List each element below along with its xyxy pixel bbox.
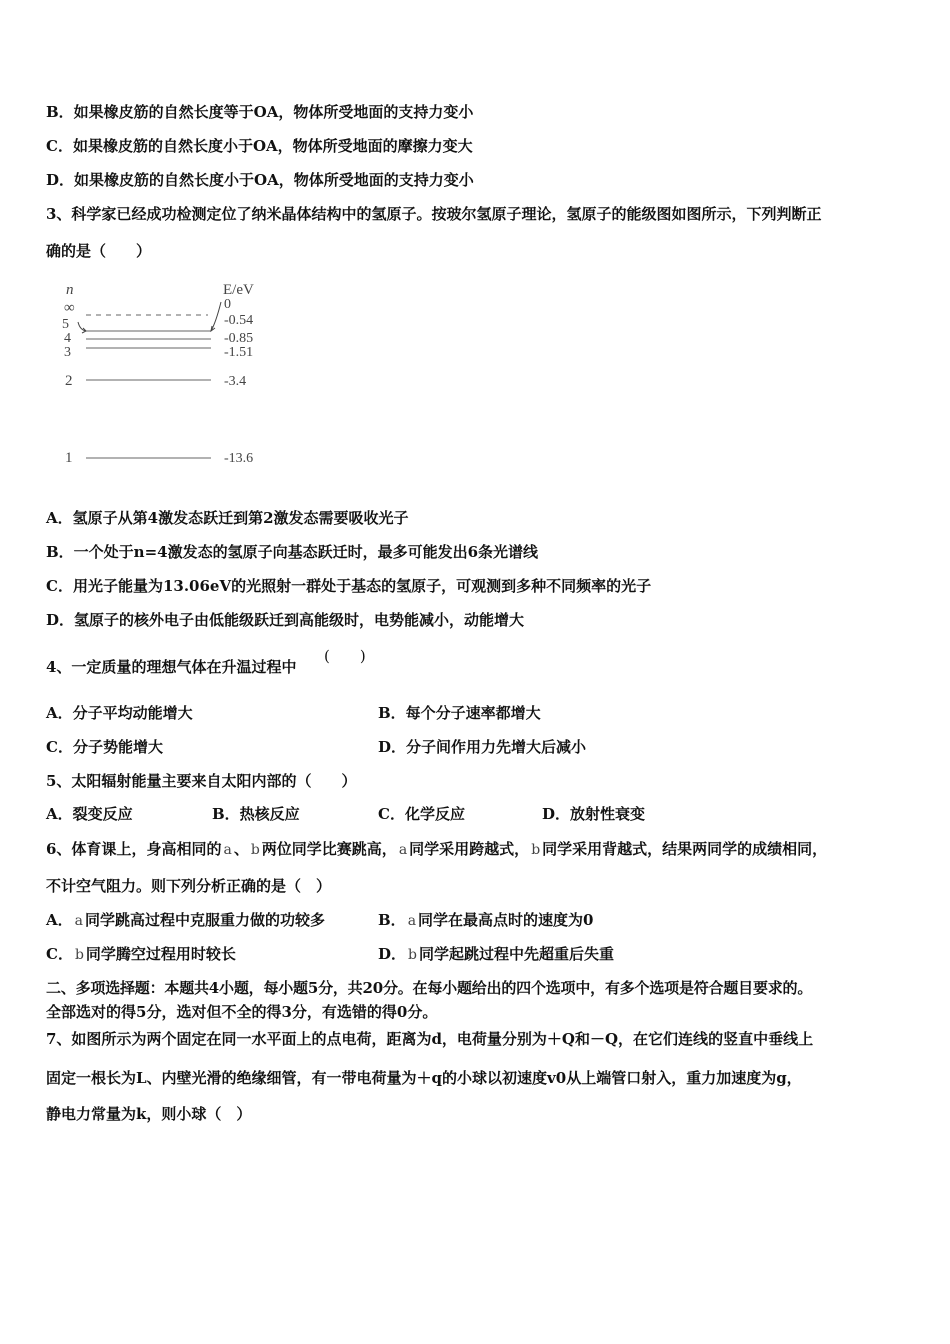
q6-option-d-letter: b: [408, 947, 417, 963]
section2-instructions-line2: 全部选对的得5分，选对但不全的得3分，有选错的得0分。: [46, 1003, 438, 1021]
q3-option-c: C．用光子能量为13.06eV的光照射一群处于基态的氢原子，可观测到多种不同频率的光子: [46, 577, 652, 595]
n-axis-label: n: [66, 282, 74, 298]
q4-option-d: D．分子间作用力先增大后减小: [378, 738, 587, 756]
q6-stem-part3: 同学采用跨越式，: [409, 840, 530, 858]
q6-stem-part2: 两位同学比赛跳高，: [261, 840, 397, 858]
q4-option-a: A．分子平均动能增大: [46, 704, 193, 722]
q4-answer-paren: ( ): [324, 647, 366, 665]
right-arrow-curve: [211, 302, 221, 331]
q6-option-c-letter: b: [74, 947, 84, 963]
level-e-1: -13.6: [224, 451, 254, 466]
q6-option-a-prefix: A．: [46, 911, 73, 929]
q6-option-b-prefix: B．: [378, 911, 406, 929]
q3-option-d: D．氢原子的核外电子由低能级跃迁到高能级时，电势能减小，动能增大: [46, 611, 525, 629]
level-e-2: -3.4: [224, 374, 247, 389]
q5-option-d: D．放射性衰变: [542, 805, 646, 823]
q6-option-c-prefix: C．: [46, 945, 73, 963]
q2-option-d: D．如果橡皮筋的自然长度小于OA，物体所受地面的支持力变小: [46, 171, 474, 189]
q5-stem: 5、太阳辐射能量主要来自太阳内部的（ ）: [46, 772, 357, 790]
energy-level-diagram: [56, 278, 296, 478]
q6-option-c-text: 同学腾空过程用时较长: [85, 945, 236, 963]
q3-stem-line1: 3、科学家已经成功检测定位了纳米晶体结构中的氢原子。按玻尔氢原子理论，氢原子的能级图如图所示，下列判断正: [46, 205, 822, 223]
q6-option-d-text: 同学起跳过程中先超重后失重: [418, 945, 614, 963]
level-n-inf: ∞: [64, 300, 75, 316]
q6-stem-line1: [46, 839, 827, 860]
energy-axis-label: E/eV: [223, 282, 254, 298]
q4-option-b: B．每个分子速率都增大: [378, 704, 541, 722]
q6-letter-a2: a: [398, 842, 408, 858]
level-e-3: -1.51: [224, 345, 254, 360]
q7-stem-line2: 固定一根长为L、内壁光滑的绝缘细管，有一带电荷量为＋q的小球以初速度v0从上端管口射入，重力加速度为g，: [46, 1069, 802, 1087]
q6-letter-a1: a: [223, 842, 232, 858]
q6-option-d-prefix: D．: [378, 945, 407, 963]
q2-option-c: C．如果橡皮筋的自然长度小于OA，物体所受地面的摩擦力变大: [46, 137, 473, 155]
level-n-2: 2: [65, 373, 73, 389]
q5-option-a: A．裂变反应: [46, 805, 133, 823]
level-n-5: 5: [62, 317, 69, 332]
q6-option-c: [46, 944, 236, 965]
q6-option-d: [378, 944, 614, 965]
level-e-inf: 0: [224, 297, 231, 312]
level-e-5: -0.54: [224, 313, 254, 328]
q6-letter-b2: b: [531, 842, 541, 858]
q2-option-b: B．如果橡皮筋的自然长度等于OA，物体所受地面的支持力变小: [46, 103, 474, 121]
q5-option-b: B．热核反应: [212, 805, 300, 823]
q6-option-b-text: 同学在最高点时的速度为0: [418, 911, 594, 929]
q3-option-a: A．氢原子从第4激发态跃迁到第2激发态需要吸收光子: [46, 509, 409, 527]
q6-letter-b1: b: [250, 842, 260, 858]
q5-option-c: C．化学反应: [378, 805, 465, 823]
level-n-1: 1: [65, 450, 73, 466]
q7-stem-line1: 7、如图所示为两个固定在同一水平面上的点电荷，距离为d，电荷量分别为＋Q和－Q，在它们连线的竖直中垂线上: [46, 1030, 814, 1048]
q7-stem-line3: 静电力常量为k，则小球（ ）: [46, 1105, 252, 1123]
q4-option-c: C．分子势能增大: [46, 738, 163, 756]
q6-stem-part1: 6、体育课上，身高相同的: [46, 840, 222, 858]
q3-stem-line2: 确的是（ ）: [46, 242, 152, 260]
q6-option-a: [46, 910, 325, 931]
level-e-4: -0.85: [224, 331, 254, 346]
level-n-4: 4: [64, 331, 71, 346]
level-n-3: 3: [64, 345, 71, 360]
q6-option-a-text: 同学跳高过程中克服重力做的功较多: [85, 911, 326, 929]
q6-stem-line2: 不计空气阻力。则下列分析正确的是（ ）: [46, 877, 332, 895]
q6-stem-part4: 同学采用背越式，结果两同学的成绩相同，: [542, 840, 828, 858]
q6-option-b-letter: a: [407, 913, 417, 929]
q6-option-b: [378, 910, 594, 931]
q6-separator: 、: [233, 840, 249, 858]
q4-stem: 4、一定质量的理想气体在升温过程中: [46, 658, 297, 676]
section2-instructions-line1: 二、多项选择题：本题共4小题，每小题5分，共20分。在每小题给出的四个选项中，有多个选项是符合题目要求的。: [46, 979, 813, 997]
q3-option-b: B．一个处于n=4激发态的氢原子向基态跃迁时，最多可能发出6条光谱线: [46, 543, 539, 561]
q6-option-a-letter: a: [74, 913, 83, 929]
